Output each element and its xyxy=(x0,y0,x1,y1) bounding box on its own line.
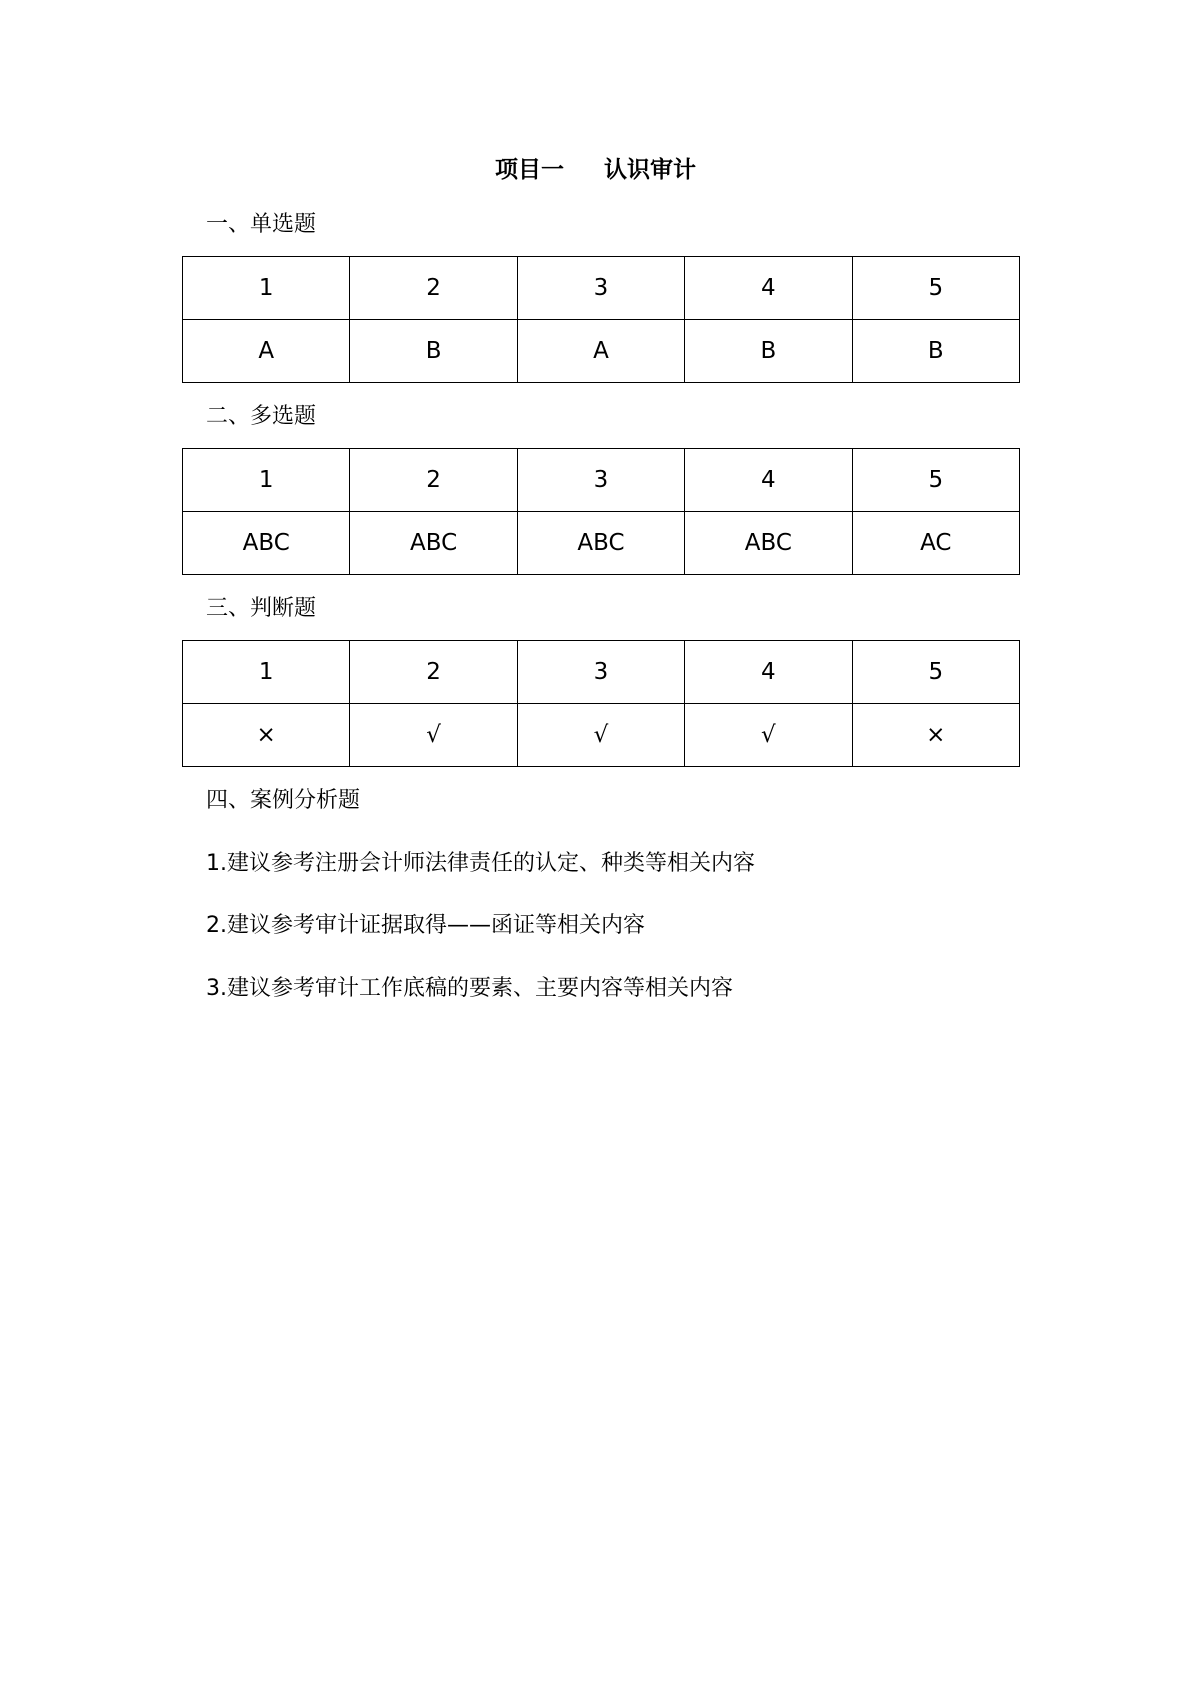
table-cell-number: 2 xyxy=(350,641,517,704)
case-analysis-item: 2.建议参考审计证据取得——函证等相关内容 xyxy=(206,913,645,938)
table-cell-answer: B xyxy=(685,320,852,383)
table-cell-number: 4 xyxy=(685,449,852,512)
table-row-question-numbers xyxy=(183,449,1020,512)
multiple-choice-answer-table xyxy=(182,448,1020,575)
table-cell-answer: A xyxy=(183,320,350,383)
table-cell-answer: √ xyxy=(517,704,684,767)
table-cell-answer: ABC xyxy=(685,512,852,575)
section-heading-multiple-choice: 二、多选题 xyxy=(206,404,317,429)
case-analysis-item: 1.建议参考注册会计师法律责任的认定、种类等相关内容 xyxy=(206,851,755,876)
table-cell-answer: AC xyxy=(852,512,1019,575)
single-choice-answer-table xyxy=(182,256,1020,383)
table-row-question-numbers xyxy=(183,641,1020,704)
table-row-answers xyxy=(183,320,1020,383)
section-heading-true-false: 三、判断题 xyxy=(206,596,317,621)
table-cell-answer: × xyxy=(183,704,350,767)
table-row-answers xyxy=(183,512,1020,575)
table-cell-number: 2 xyxy=(350,257,517,320)
table-cell-number: 2 xyxy=(350,449,517,512)
table-cell-answer: √ xyxy=(685,704,852,767)
table-cell-answer: ABC xyxy=(350,512,517,575)
table-cell-answer: A xyxy=(517,320,684,383)
table-cell-answer: × xyxy=(852,704,1019,767)
page-title: 项目一 认识审计 xyxy=(494,157,697,183)
table-cell-answer: B xyxy=(350,320,517,383)
table-cell-number: 3 xyxy=(517,257,684,320)
table-cell-number: 4 xyxy=(685,257,852,320)
table-cell-number: 1 xyxy=(183,257,350,320)
table-row-answers xyxy=(183,704,1020,767)
section-heading-single-choice: 一、单选题 xyxy=(206,212,317,237)
table-cell-answer: √ xyxy=(350,704,517,767)
section-heading-case-analysis: 四、案例分析题 xyxy=(206,788,361,813)
table-cell-number: 1 xyxy=(183,641,350,704)
true-false-answer-table xyxy=(182,640,1020,767)
table-cell-number: 5 xyxy=(852,257,1019,320)
table-cell-answer: ABC xyxy=(517,512,684,575)
table-cell-number: 3 xyxy=(517,641,684,704)
table-cell-number: 3 xyxy=(517,449,684,512)
table-cell-number: 1 xyxy=(183,449,350,512)
table-cell-number: 5 xyxy=(852,641,1019,704)
table-row-question-numbers xyxy=(183,257,1020,320)
table-cell-answer: ABC xyxy=(183,512,350,575)
table-cell-number: 4 xyxy=(685,641,852,704)
table-cell-answer: B xyxy=(852,320,1019,383)
table-cell-number: 5 xyxy=(852,449,1019,512)
case-analysis-item: 3.建议参考审计工作底稿的要素、主要内容等相关内容 xyxy=(206,976,733,1001)
